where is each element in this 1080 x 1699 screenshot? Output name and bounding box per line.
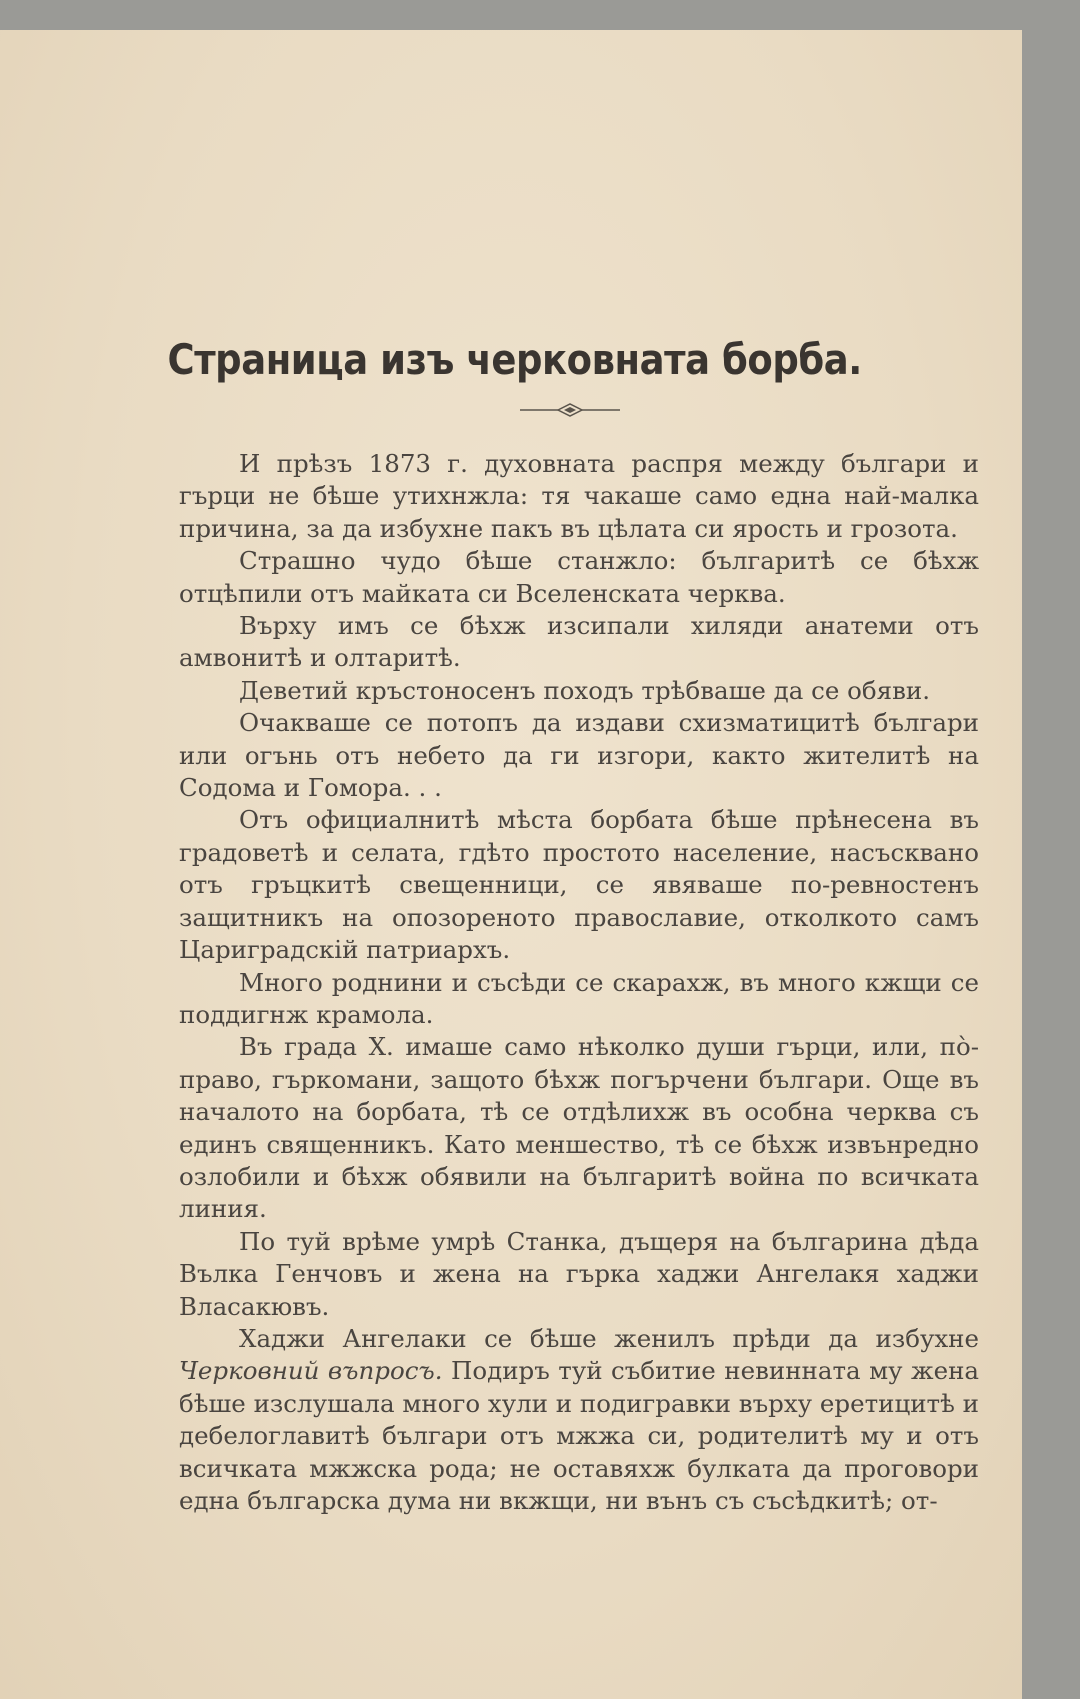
italic-phrase: Черковний въпросъ. [179,1356,443,1386]
paragraph-5: Очакваше се потопъ да издави схизматицитѣ българи или огънь отъ небето да ги изгори, както жителитѣ на Содома и Гомора. . . [179,708,979,803]
paragraph-3: Върху имъ се бѣхж изсипали хиляди анатеми отъ амвонитѣ и олтаритѣ. [179,611,979,673]
paragraph-7: Много роднини и съсѣди се скарахж, въ много кжщи се поддигнж крамола. [179,967,979,1029]
paragraph-10-start: Хаджи Ангелаки се бѣше женилъ прѣди да избухне [239,1323,979,1353]
paragraph-10-end: Подиръ туй събитие невинната му жена бѣше изслушала много хули и подигравки върху еретицитѣ и дебелоглавитѣ българи отъ мжжа си, родителитѣ му и отъ всичката мжжска рода; не оставяхж булката да проговори една българска дума ни вкжщи, ни вънъ съ съсѣдкитѣ; от- [179,1356,980,1515]
paragraph-8: Въ града Х. имаше само нѣколко души гърци, или, пò-право, гъркомани, защото бѣхж погърчени българи. Още въ началото на борбата, тѣ се отдѣлихж въ особна черква съ единъ священникъ. Като меншество, тѣ се бѣхж извънредно озлобили и бѣхж обявили на българитѣ война по всичката линия. [179,1032,979,1224]
page-title: Страница изъ черковната борба. [167,335,862,384]
paragraph-4: Деветий кръстоносенъ походъ трѣбваше да се обяви. [239,675,931,705]
body-text [179,448,979,1517]
book-page [0,30,1022,1699]
title-divider-ornament [520,400,620,420]
paragraph-2: Страшно чудо бѣше станжло: българитѣ се бѣхж отцѣпили отъ майката си Вселенската черква. [179,546,979,608]
paragraph-9: По туй врѣме умрѣ Станка, дъщеря на българина дѣда Вълка Генчовъ и жена на гърка хаджи Ангелакя хаджи Власакювъ. [179,1226,979,1321]
paragraph-6: Отъ официалнитѣ мѣста борбата бѣше прѣнесена въ градоветѣ и селата, гдѣто простото население, насъсквано отъ гръцкитѣ свещенници, се явяваше по-ревностенъ защитникъ на опозореното православие, отколкото самъ Цариградскій патриархъ. [179,805,979,965]
paragraph-10 [179,1323,979,1517]
paragraph-1: И прѣзъ 1873 г. духовната распря между българи и гърци не бѣше утихнжла: тя чакаше само една най-малка причина, за да избухне пакъ въ цѣлата си ярость и грозота. [179,449,979,543]
